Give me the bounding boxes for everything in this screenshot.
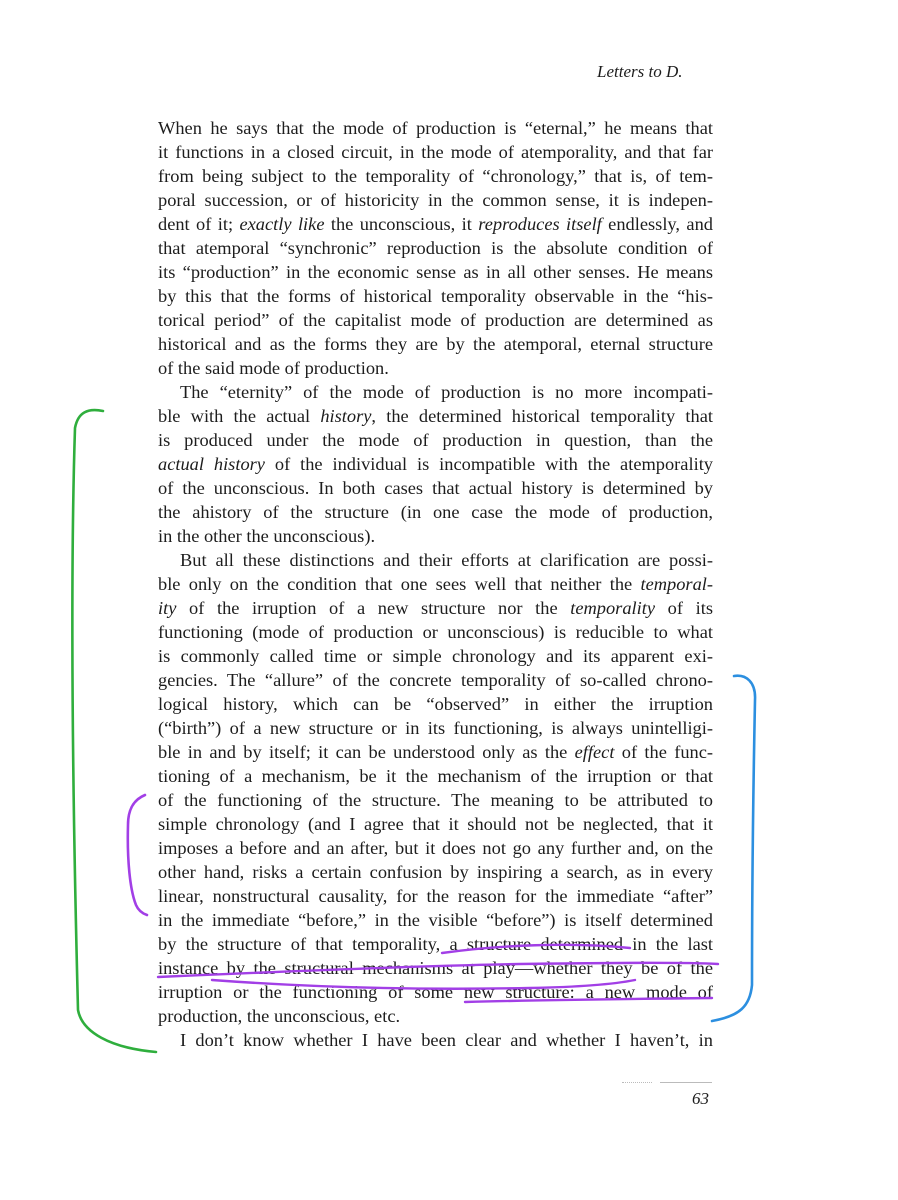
text-line: dent of it; exactly like the unconscious, it reproduces itself endlessly, and [158, 214, 713, 234]
text-line: poral succession, or of historicity in the common sense, it is indepen- [158, 190, 713, 210]
text-line: irruption or the functioning of some new structure: a new mode of [158, 982, 713, 1002]
text-line: its “production” in the economic sense as in all other senses. He means [158, 262, 713, 282]
text-line: linear, nonstructural causality, for the reason for the immediate “after” [158, 886, 713, 906]
text-line: (“birth”) of a new structure or in its functioning, is always unintelligi- [158, 718, 713, 738]
text-line: by this that the forms of historical temporality observable in the “his- [158, 286, 713, 306]
text-line: But all these distinctions and their efforts at clarification are possi- [180, 550, 713, 570]
text-line: of the functioning of the structure. The meaning to be attributed to [158, 790, 713, 810]
text-line: ity of the irruption of a new structure nor the temporality of its [158, 598, 713, 618]
text-line: instance by the structural mechanisms at play—whether they be of the [158, 958, 713, 978]
blue-bracket [712, 676, 755, 1021]
footer-rule [660, 1082, 712, 1083]
text-line: is produced under the mode of production in question, than the [158, 430, 713, 450]
page-number: 63 [692, 1089, 709, 1108]
text-line: ble only on the condition that one sees well that neither the temporal- [158, 574, 713, 594]
text-line: When he says that the mode of production is “eternal,” he means that [158, 118, 713, 138]
text-line: of the said mode of production. [158, 358, 389, 378]
text-line: is commonly called time or simple chronology and its apparent exi- [158, 646, 713, 666]
text-line: The “eternity” of the mode of production is no more incompati- [180, 382, 713, 402]
text-line: I don’t know whether I have been clear and whether I haven’t, in [180, 1030, 713, 1050]
text-line: in the other the unconscious). [158, 526, 376, 546]
text-line: by the structure of that temporality, a structure determined in the last [158, 934, 713, 954]
purple-bracket [128, 795, 147, 915]
text-line: ble with the actual history, the determined historical temporality that [158, 406, 713, 426]
text-line: imposes a before and an after, but it does not go any further and, on the [158, 838, 713, 858]
footer-dots [622, 1082, 652, 1084]
green-bracket [72, 410, 156, 1052]
text-line: it functions in a closed circuit, in the mode of atemporality, and that far [158, 142, 713, 162]
text-line: the ahistory of the structure (in one case the mode of production, [158, 502, 713, 522]
text-line: logical history, which can be “observed” in either the irruption [158, 694, 713, 714]
text-line: production, the unconscious, etc. [158, 1006, 401, 1026]
text-line: other hand, risks a certain confusion by inspiring a search, as in every [158, 862, 713, 882]
running-head: Letters to D. [597, 62, 683, 81]
text-line: historical and as the forms they are by the atemporal, eternal structure [158, 334, 713, 354]
text-line: from being subject to the temporality of “chronology,” that is, of tem- [158, 166, 713, 186]
text-line: actual history of the individual is incompatible with the atemporality [158, 454, 713, 474]
text-line: that atemporal “synchronic” reproduction is the absolute condition of [158, 238, 713, 258]
text-line: tioning of a mechanism, be it the mechanism of the irruption or that [158, 766, 713, 786]
text-line: torical period” of the capitalist mode of production are determined as [158, 310, 713, 330]
text-line: ble in and by itself; it can be understood only as the effect of the func- [158, 742, 713, 762]
text-line: functioning (mode of production or unconscious) is reducible to what [158, 622, 713, 642]
text-line: gencies. The “allure” of the concrete temporality of so-called chrono- [158, 670, 713, 690]
text-line: of the unconscious. In both cases that actual history is determined by [158, 478, 713, 498]
text-line: in the immediate “before,” in the visible “before”) is itself determined [158, 910, 713, 930]
text-line: simple chronology (and I agree that it should not be neglected, that it [158, 814, 713, 834]
